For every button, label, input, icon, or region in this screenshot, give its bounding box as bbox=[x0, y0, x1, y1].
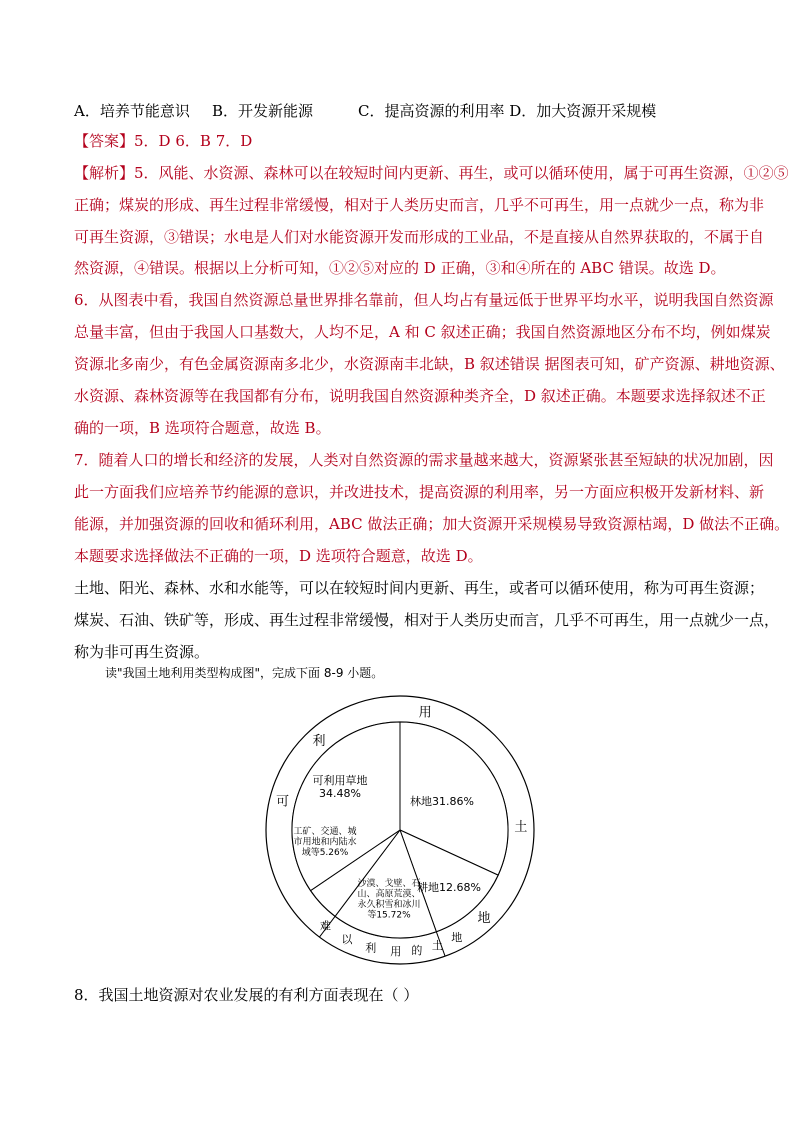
slice-label-desert: 沙漠、戈壁、石山、高原荒漠、永久积雪和冰川等15.72% bbox=[357, 879, 421, 921]
answer-line bbox=[74, 131, 252, 151]
slice-label-urban: 工矿、交通、城市用地和内陆水域等5.26% bbox=[293, 827, 357, 858]
answer-tag: 【答案】 bbox=[74, 132, 135, 150]
analysis-q7-line: 能源，并加强资源的回收和循环利用，ABC 做法正确；加大资源开采规模易导致资源枯竭，D 做法不正确。 bbox=[74, 515, 790, 533]
ring-char-unusable: 难 bbox=[320, 919, 332, 933]
analysis-q6-line: 资源北多南少，有色金属资源南多北少，水资源南丰北缺，B 叙述错误 据图表可知，矿产资源、耕地资源、 bbox=[74, 355, 785, 373]
analysis-line-1 bbox=[74, 163, 789, 183]
answer-text: 5．D 6．B 7．D bbox=[134, 132, 253, 150]
ring-char-usable: 用 bbox=[418, 705, 432, 721]
slice-label-forest: 林地31.86% bbox=[410, 795, 474, 808]
analysis-q6-line: 总量丰富，但由于我国人口基数大，人均不足，A 和 C 叙述正确；我国自然资源地区分布不均，例如煤炭 bbox=[74, 323, 771, 341]
land-use-pie-chart bbox=[255, 690, 545, 980]
analysis-tag: 【解析】 bbox=[74, 164, 135, 182]
analysis-q6-line: 水资源、森林资源等在我国都有分布，说明我国自然资源种类齐全，D 叙述正确。本题要求选择叙述不正 bbox=[74, 387, 766, 405]
option-a: A．培养节能意识 bbox=[74, 102, 190, 120]
note-line: 称为非可再生资源。 bbox=[74, 643, 210, 661]
ring-char-unusable: 地 bbox=[451, 930, 463, 944]
question-8: 8．我国土地资源对农业发展的有利方面表现在（ ） bbox=[74, 986, 419, 1004]
ring-char-usable: 土 bbox=[514, 819, 528, 835]
option-c-d: C．提高资源的利用率 D．加大资源开采规模 bbox=[358, 102, 657, 120]
analysis-q5-line: 正确；煤炭的形成、再生过程非常缓慢，相对于人类历史而言，几乎不可再生，用一点就少一点，称为非 bbox=[74, 196, 765, 214]
ring-char-usable: 可 bbox=[276, 794, 290, 810]
ring-char-unusable: 以 bbox=[341, 932, 353, 946]
ring-char-usable: 地 bbox=[477, 911, 491, 927]
ring-char-unusable: 的 bbox=[411, 943, 423, 957]
analysis-q7-line: 此一方面我们应培养节约能源的意识，并改进技术，提高资源的利用率，另一方面应积极开发新材料、新 bbox=[74, 483, 765, 501]
ring-char-usable: 利 bbox=[312, 734, 326, 750]
option-b: B．开发新能源 bbox=[212, 102, 314, 120]
slice-label-grassland: 可利用草地 34.48% bbox=[312, 774, 368, 800]
ring-char-unusable: 土 bbox=[431, 939, 443, 953]
analysis-q5-line: 5．风能、水资源、森林可以在较短时间内更新、再生，或可以循环使用，属于可再生资源，①②⑤ bbox=[134, 164, 789, 182]
analysis-q7-line: 7．随着人口的增长和经济的发展，人类对自然资源的需求量越来越大，资源紧张甚至短缺的状况加剧，因 bbox=[74, 451, 774, 469]
analysis-q7-line: 本题要求选择做法不正确的一项，D 选项符合题意，故选 D。 bbox=[74, 547, 483, 565]
options-line bbox=[74, 101, 656, 121]
slice-label-farmland: 耕地12.68% bbox=[417, 881, 481, 894]
analysis-q6-line: 6．从图表中看，我国自然资源总量世界排名靠前，但人均占有量远低于世界平均水平，说明我国自然资源 bbox=[74, 291, 774, 309]
note-line: 煤炭、石油、铁矿等，形成、再生过程非常缓慢，相对于人类历史而言，几乎不可再生，用一点就少一点， bbox=[74, 611, 780, 629]
note-line: 土地、阳光、森林、水和水能等，可以在较短时间内更新、再生，或者可以循环使用，称为可再生资源； bbox=[74, 579, 765, 597]
ring-char-unusable: 用 bbox=[390, 944, 402, 958]
figure-caption: 读"我国土地利用类型构成图"，完成下面 8-9 小题。 bbox=[105, 666, 384, 680]
ring-char-unusable: 利 bbox=[365, 941, 377, 955]
analysis-q5-line: 可再生资源，③错误；水电是人们对水能资源开发而形成的工业品，不是直接从自然界获取的，不属于自 bbox=[74, 228, 765, 246]
analysis-q6-line: 确的一项，B 选项符合题意，故选 B。 bbox=[74, 419, 331, 437]
analysis-q5-line: 然资源，④错误。根据以上分析可知，①②⑤对应的 D 正确，③和④所在的 ABC 错误。故选 D。 bbox=[74, 259, 726, 277]
